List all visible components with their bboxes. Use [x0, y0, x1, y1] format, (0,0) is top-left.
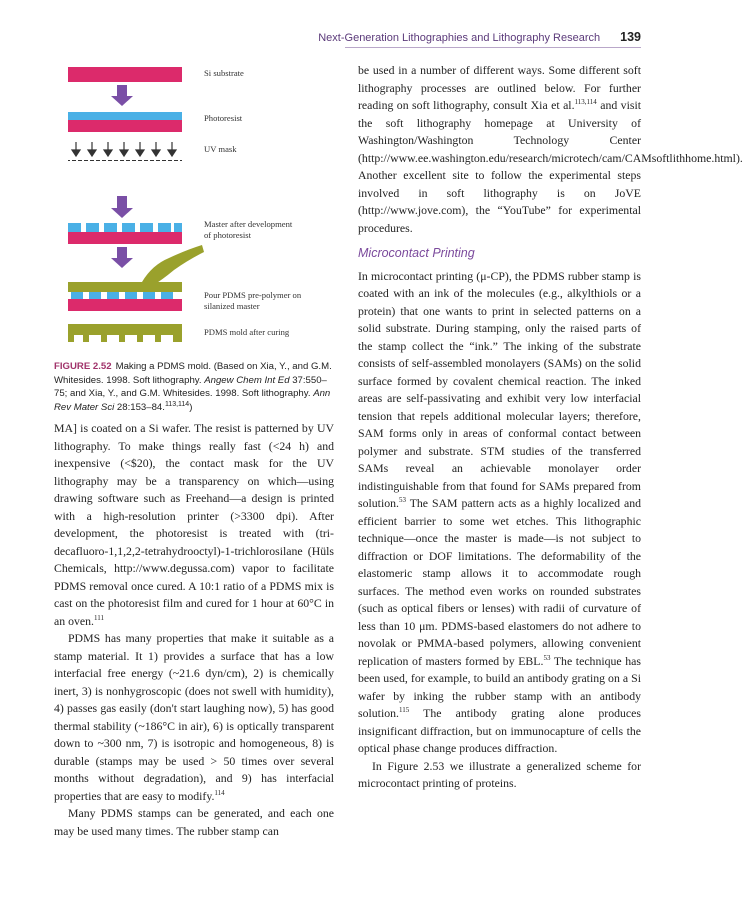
label-master-line1: Master after development: [204, 219, 293, 229]
developed-master: [68, 223, 182, 244]
paragraph-text: The SAM pattern acts as a highly localized and efficient barrier to some wet etches. This lithographic technique—once the master is made—is not subject to diffraction or DOF limitations. The deformability of the elastomeric stamp allows it to accommodate rough surfaces. The method even works on rounded substrates (such as optical fibers or lenses) with radii of curvature of less than 10 μm. PDMS-based elastomers do not adhere to novolak or PMMA-based polymers, allowing convenient replication of masters formed by EBL.: [358, 496, 641, 668]
uv-arrows: [72, 142, 176, 156]
pdms-mold: [68, 324, 182, 342]
photoresist-stack: [68, 112, 182, 132]
citation: 53: [398, 496, 406, 505]
label-master: [204, 219, 292, 240]
caption-ref: 113,114: [164, 400, 190, 408]
running-header: [318, 30, 641, 44]
pdms-on-master: [68, 282, 182, 311]
citation: 111: [93, 613, 104, 622]
citation: 53: [543, 653, 551, 662]
label-pour-pdms: [204, 290, 301, 311]
label-master-line2: of photoresist: [204, 229, 252, 240]
uv-mask-line: [68, 160, 182, 161]
paragraph: Many PDMS stamps can be generated, and each one may be used many times. The rubber stamp can: [54, 806, 334, 838]
figure-label: FIGURE 2.52: [54, 361, 112, 372]
paragraph: [358, 268, 641, 758]
label-pour-line2: silanized master: [204, 300, 260, 311]
paragraph-text: PDMS has many properties that make it suitable as a stamp material. It 1) provides a surface that has a low interfacial free energy (~21.6 dyn/cm), 2) is chemically inert, 3) is nonhygroscopic (does not swell with humidity), 4) passes gas easily (don't start laughing now), 5) has good thermal stability (~186°C in air), 6) is optically transparent down to ~300 nm, 7) is isotropic and homogeneous, 8) is durable (stamps may be used > 50 times over several months without degradation), and 9) has interfacial properties that are easy to modify.: [54, 631, 334, 803]
citation: 114: [214, 788, 225, 797]
paragraph: [54, 420, 334, 630]
label-si-substrate: Si substrate: [204, 68, 244, 78]
page-number: 139: [620, 30, 641, 44]
label-uv-mask: UV mask: [204, 144, 237, 154]
figure-pdms-mold: [54, 60, 334, 352]
citation: 113,114: [574, 98, 597, 107]
paragraph-text: In microcontact printing (μ-CP), the PDMS rubber stamp is coated with an ink of the molecules (e.g., alkylthiols or a protein) that one wants to print in selected patterns on a solid substrate. During stamping, only the raised parts of the stamp collect the “ink.” The inking of the substrate consists of self-assembled monolayers (SAMs) on the solid surface formed by covalent chemical reaction. The inked areas are self-passivating and exhibit very low interfacial tension that repels additional molecular layers; therefore, SAM forms only in areas of conformal contact between polymer and substrate. STM studies of the transferred SAMs reveal an achievable monolayer order indistinguishable from that found for SAMs prepared from solution.: [358, 268, 641, 510]
running-title: Next-Generation Lithographies and Lithography Research: [318, 32, 601, 44]
label-photoresist: Photoresist: [204, 113, 243, 123]
paragraph-text: The antibody grating alone produces insignificant diffraction, but on immunocapture of cells the optical phase change produces diffraction.: [358, 706, 641, 755]
paragraph-text: and visit the soft lithography homepage at University of Washington/Washington Technology Center (http://www.ee.washington.edu/research/microtech/cam/CAMsoftlithhome.html). Another excellent site to follow the experimental steps involved in soft lithography is on JoVE (http://www.jove.com), the “YouTube” for experimental procedures.: [358, 98, 743, 235]
caption-text: 28:153–84.: [114, 401, 165, 413]
left-column: [54, 420, 334, 840]
process-arrow: [111, 85, 133, 106]
figure-caption: [54, 360, 336, 414]
paragraph-text: be used in a number of different ways. Some different soft lithography processes are outlined below. For further reading on soft lithography, consult Xia et al.: [358, 63, 641, 112]
paragraph: [358, 62, 743, 237]
caption-journal: Ann Rev Mater Sci: [54, 388, 331, 413]
paragraph-text: MA] is coated on a Si wafer. The resist is patterned by UV lithography. To make things really fast (<24 h) and inexpensive (<$20), the contact mask for the UV lithography may be a transparency on which—using drawing software such as Freehand—a design is printed with a high-resolution printer (>3300 dpi). After development, the photoresist is treated with (tri-decafluoro-1,1,2,2-tetrahydrooctyl)-1-trichlorosilane (Hüls Chemicals, http://www.degussa.com) vapor to facilitate PDMS removal once cured. A 10:1 ratio of a PDMS mix is cast on the photoresist film and cured for 1 hour at 60°C in an oven.: [54, 421, 334, 628]
citation: 115: [398, 706, 410, 715]
label-pour-line1: Pour PDMS pre-polymer on: [204, 290, 302, 300]
label-pdms-mold: PDMS mold after curing: [204, 327, 290, 337]
caption-text: 37:550–75; and Xia, Y., and G.M. Whitesides. 1998. Soft lithography.: [54, 374, 327, 399]
right-column: [358, 62, 743, 793]
header-rule: [345, 47, 641, 48]
si-substrate-block: [68, 67, 182, 82]
paragraph-text: The technique has been used, for example, to build an antibody grating on a Si wafer by inking the rubber stamp with an antibody solution.: [358, 653, 641, 720]
process-arrow: [111, 247, 133, 268]
caption-journal: Angew Chem Int Ed: [204, 374, 290, 386]
pdms-pour-stream: [142, 245, 204, 286]
caption-text: Making a PDMS mold. (Based on Xia, Y., and G.M. Whitesides. 1998. Soft lithography.: [54, 361, 332, 386]
caption-text: ): [189, 401, 193, 413]
section-heading: Microcontact Printing: [358, 246, 475, 260]
paragraph: [54, 630, 334, 805]
process-arrow: [111, 196, 133, 218]
paragraph: In Figure 2.53 we illustrate a generalized scheme for microcontact printing of proteins.: [358, 758, 641, 790]
